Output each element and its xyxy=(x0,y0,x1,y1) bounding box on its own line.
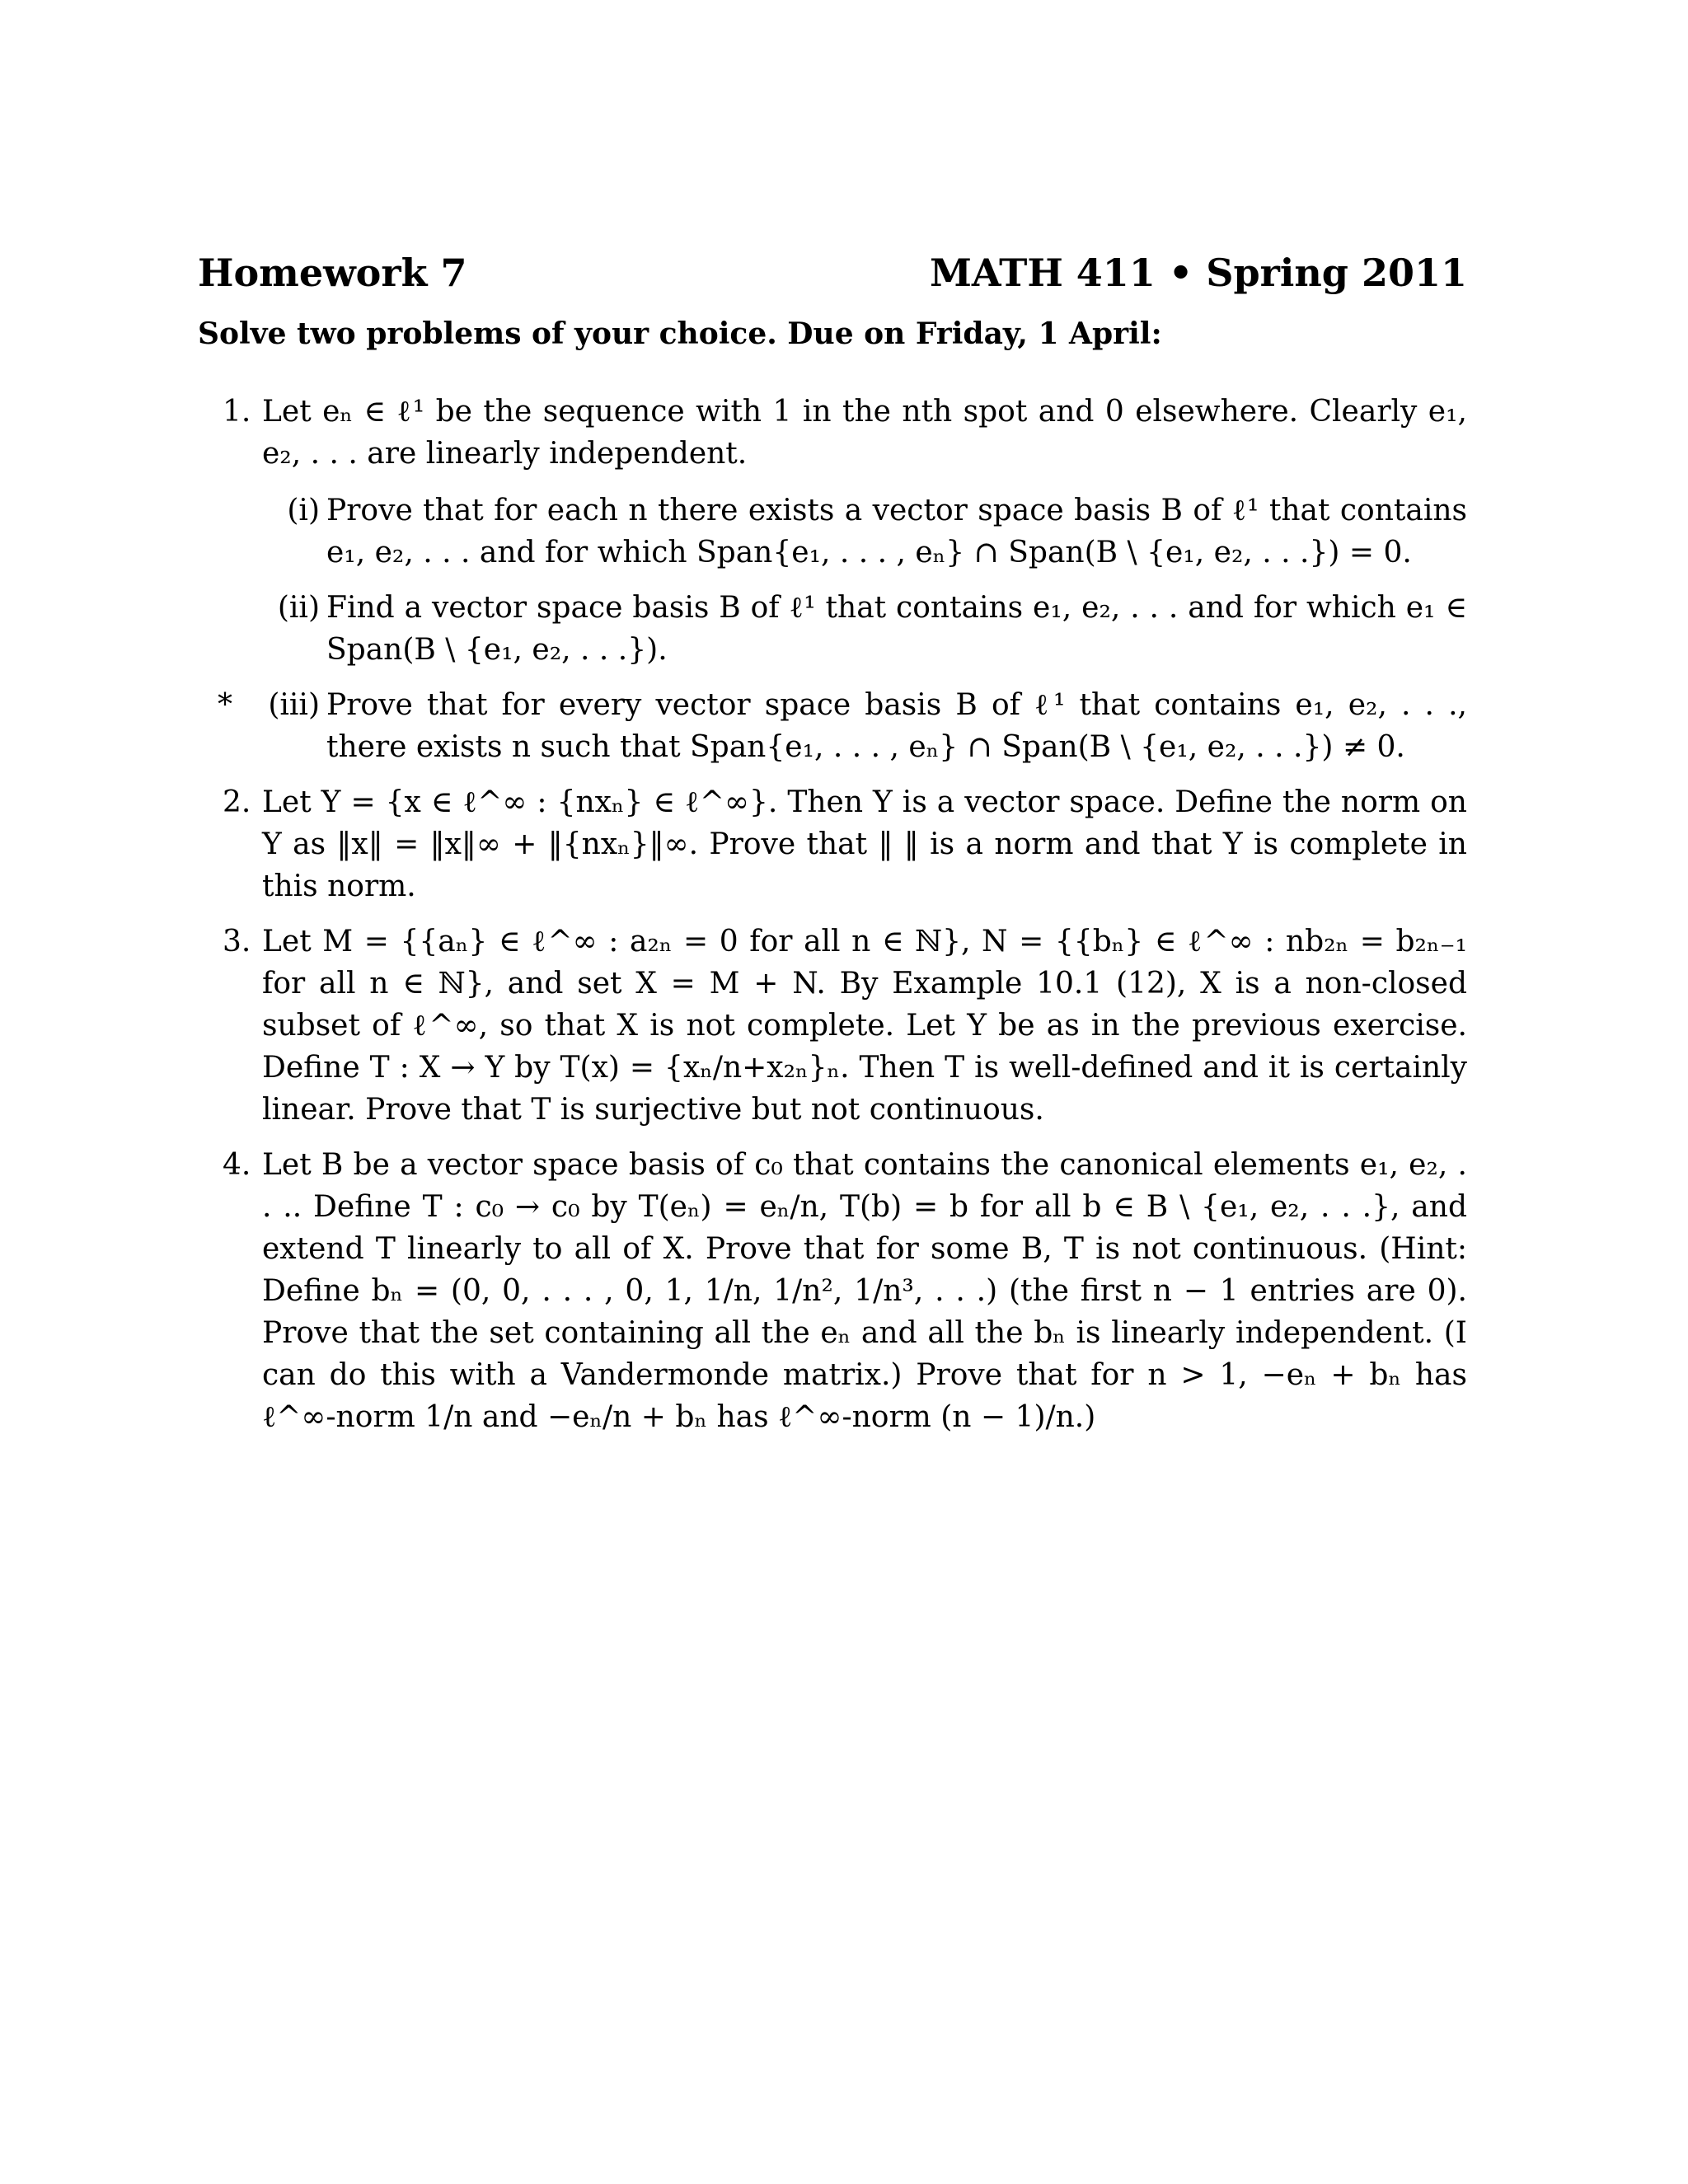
problem-number: 2. xyxy=(223,785,251,819)
problem-text: Let B be a vector space basis of c₀ that contains the canonical elements e₁, e₂, . . .. Define T : c₀ → c₀ by T(eₙ) = eₙ/n, T(b) = b for all b ∈ B \ {e₁, e₂, . . .}, and extend T linearly to all of X. Prove that for some B, T is not continuous. (Hint: Define bₙ = (0, 0, . . . , 0, 1, 1/n, 1/n², 1/n³, . . .) (the first n − 1 entries are 0). Prove that the set containing all the eₙ and all the bₙ is linearly independent. (I can do this with a Vandermonde matrix.) Prove that for n > 1, −eₙ + bₙ has ℓ^∞-norm 1/n and −eₙ/n + bₙ has ℓ^∞-norm (n − 1)/n.) xyxy=(262,1148,1467,1434)
document-page xyxy=(198,247,1467,1451)
problem-text: Let eₙ ∈ ℓ¹ be the sequence with 1 in the nth spot and 0 elsewhere. Clearly e₁, e₂, . . . are linearly independent. xyxy=(262,395,1467,471)
subpart-label: (i) xyxy=(287,494,320,527)
subpart-list xyxy=(218,490,1467,768)
course-title: MATH 411 • Spring 2011 xyxy=(930,251,1467,295)
star-marker: * xyxy=(218,688,232,722)
problem-number: 3. xyxy=(223,925,251,958)
header xyxy=(198,247,1467,298)
problem-4 xyxy=(198,1144,1467,1438)
problem-3 xyxy=(198,921,1467,1131)
subpart-ii xyxy=(262,587,1467,671)
problem-1 xyxy=(198,391,1467,768)
problem-number: 1. xyxy=(223,395,251,429)
subpart-text: Prove that for every vector space basis B of ℓ¹ that contains e₁, e₂, . . ., there exists n such that Span{e₁, . . . , eₙ} ∩ Span(B \ {e₁, e₂, . . .}) ≠ 0. xyxy=(326,688,1467,764)
problem-list xyxy=(198,391,1467,1438)
problem-number: 4. xyxy=(223,1148,251,1182)
subpart-text: Find a vector space basis B of ℓ¹ that contains e₁, e₂, . . . and for which e₁ ∈ Span(B \ {e₁, e₂, . . .}). xyxy=(326,591,1467,667)
subpart-label: (ii) xyxy=(277,591,320,625)
homework-title: Homework 7 xyxy=(198,251,467,295)
instructions: Solve two problems of your choice. Due on Friday, 1 April: xyxy=(198,316,1162,351)
subpart-i xyxy=(262,490,1467,574)
problem-text: Let Y = {x ∈ ℓ^∞ : {nxₙ} ∈ ℓ^∞}. Then Y is a vector space. Define the norm on Y as ‖x‖ = ‖x‖∞ + ‖{nxₙ}‖∞. Prove that ‖ ‖ is a norm and that Y is complete in this norm. xyxy=(262,785,1467,903)
subpart-text: Prove that for each n there exists a vector space basis B of ℓ¹ that contains e₁, e₂, . . . and for which Span{e₁, . . . , eₙ} ∩ Span(B \ {e₁, e₂, . . .}) = 0. xyxy=(326,494,1467,569)
problem-text: Let M = {{aₙ} ∈ ℓ^∞ : a₂ₙ = 0 for all n ∈ ℕ}, N = {{bₙ} ∈ ℓ^∞ : nb₂ₙ = b₂ₙ₋₁ for all n ∈ ℕ}, and set X = M + N. By Example 10.1 (12), X is a non-closed subset of ℓ^∞, so that X is not complete. Let Y be as in the previous exercise. Define T : X → Y by T(x) = {xₙ/n+x₂ₙ}ₙ. Then T is well-defined and it is certainly linear. Prove that T is surjective but not continuous. xyxy=(262,925,1467,1127)
problem-2 xyxy=(198,781,1467,907)
subpart-iii xyxy=(218,684,1467,768)
subpart-label: (iii) xyxy=(268,688,320,722)
